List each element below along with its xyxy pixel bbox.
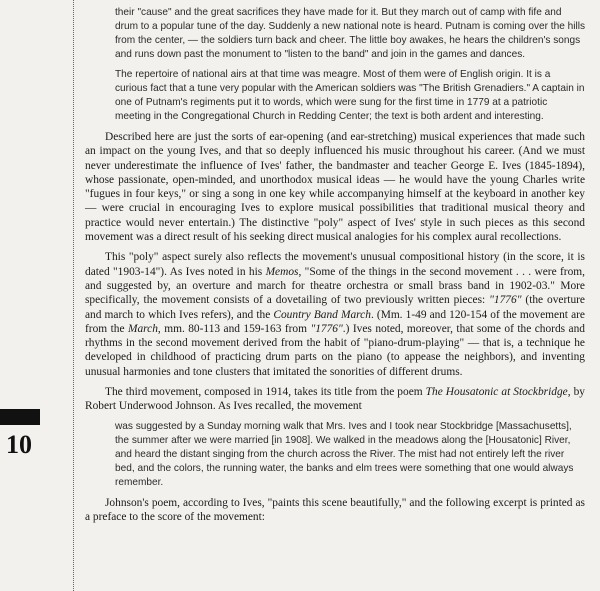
text-run: , by Robert Underwood Johnson. As Ives recalled, the movement bbox=[85, 386, 585, 413]
text-run: This "poly" aspect surely also reflects the movement's unusual compositional history (in the score, it is dated "1903-14"). As Ives noted in his bbox=[85, 251, 585, 278]
body-paragraph-1: Described here are just the sorts of ear-opening (and ear-stretching) musical experiences that made such an impact on the young Ives, and that so deeply influenced his music throughout his career. (And we must never underestimate the influence of Ives' father, the bandmaster and teacher George E. Ives (1845-1894), whose passionate, open-minded, and unorthodox musical ideas — he would have the young Charles write "fugues in four keys," or sing a song in one key while accompanying himself at the keyboard in another key — were crucial in encouraging Ives to explore musical possibilities that traditional musical theory and practice would never entertain.) The distinctive "poly" aspect of Ives' style in such pieces as this second movement was a direct result of his seeking direct musical analogies for his complex aural recollections. bbox=[85, 131, 585, 244]
quote-paragraph-3: was suggested by a Sunday morning walk that Mrs. Ives and I took near Stockbridge [Massachusetts], the summer after we were married [in 1908]. We walked in the meadows along the [Housatonic] River, and heard the distant singing from the church across the River. The mist had not entirely left the river bed, and the colors, the running water, the banks and elm trees were something that one would always remember. bbox=[115, 420, 574, 488]
text-run: (the overture and march to which Ives refers), and the bbox=[85, 294, 585, 321]
quote-paragraph-2: The repertoire of national airs at that time was meagre. Most of them were of English origin. It is a curious fact that a tune very popular with the American soldiers was "The British Grenadiers." A captain in one of Putnam's regiments put it to words, which were sung for the first time in 1779 at a patriotic meeting in the Congregational Church in Redding Center; the text is both ardent and interesting. bbox=[115, 69, 585, 122]
body-paragraph-3 bbox=[85, 385, 585, 414]
text-run: , "Some of the things in the second movement . . . were from, and suggested by, an overture and march for theatre orchestra or small brass band in 1902-03." More specifically, the movement consists of a dovetailing of two previously written pieces: bbox=[85, 265, 585, 307]
page-tab-marker bbox=[0, 409, 40, 425]
page-number: 10 bbox=[6, 430, 32, 459]
body-paragraph-4: Johnson's poem, according to Ives, "paints this scene beautifully," and the following excerpt is printed as a preface to the score of the movement: bbox=[85, 496, 585, 523]
body-paragraph-2 bbox=[85, 250, 585, 379]
text-run: . (Mm. 1-49 and 120-154 of the movement are from the bbox=[85, 308, 585, 335]
italic-title: Country Band March bbox=[273, 308, 371, 321]
text-run: , mm. 80-113 and 159-163 from bbox=[157, 322, 311, 335]
quote-paragraph-1: their "cause" and the great sacrifices they have made for it. But they march out of camp with fife and drum to a popular tune of the day. Suddenly a new national note is heard. Putnam is coming over the hills from the center, — the soldiers turn back and cheer. The little boy awakes, he hears the children's songs and runs down past the monument to "listen to the band" and join in the games and dances. bbox=[115, 7, 586, 60]
text-run: The third movement, composed in 1914, takes its title from the poem bbox=[105, 386, 426, 399]
italic-title: "1776" bbox=[489, 294, 522, 307]
italic-title: Memos bbox=[265, 265, 299, 278]
italic-title: "1776" bbox=[310, 322, 343, 335]
italic-title: March bbox=[127, 322, 158, 335]
margin-dotted-rule bbox=[73, 0, 74, 591]
text-run: .) Ives noted, moreover, that some of the chords and rhythms in the second movement derived from the habit of "piano-drum-playing" — that is, a technique he developed in childhood of practicing drum parts on the piano (to appease the neighbors), and inventing unusual harmonies and tone clusters that imitated the sonorities of different drums. bbox=[85, 322, 585, 378]
page-text bbox=[85, 6, 585, 530]
italic-title: The Housatonic at Stockbridge bbox=[425, 386, 568, 399]
